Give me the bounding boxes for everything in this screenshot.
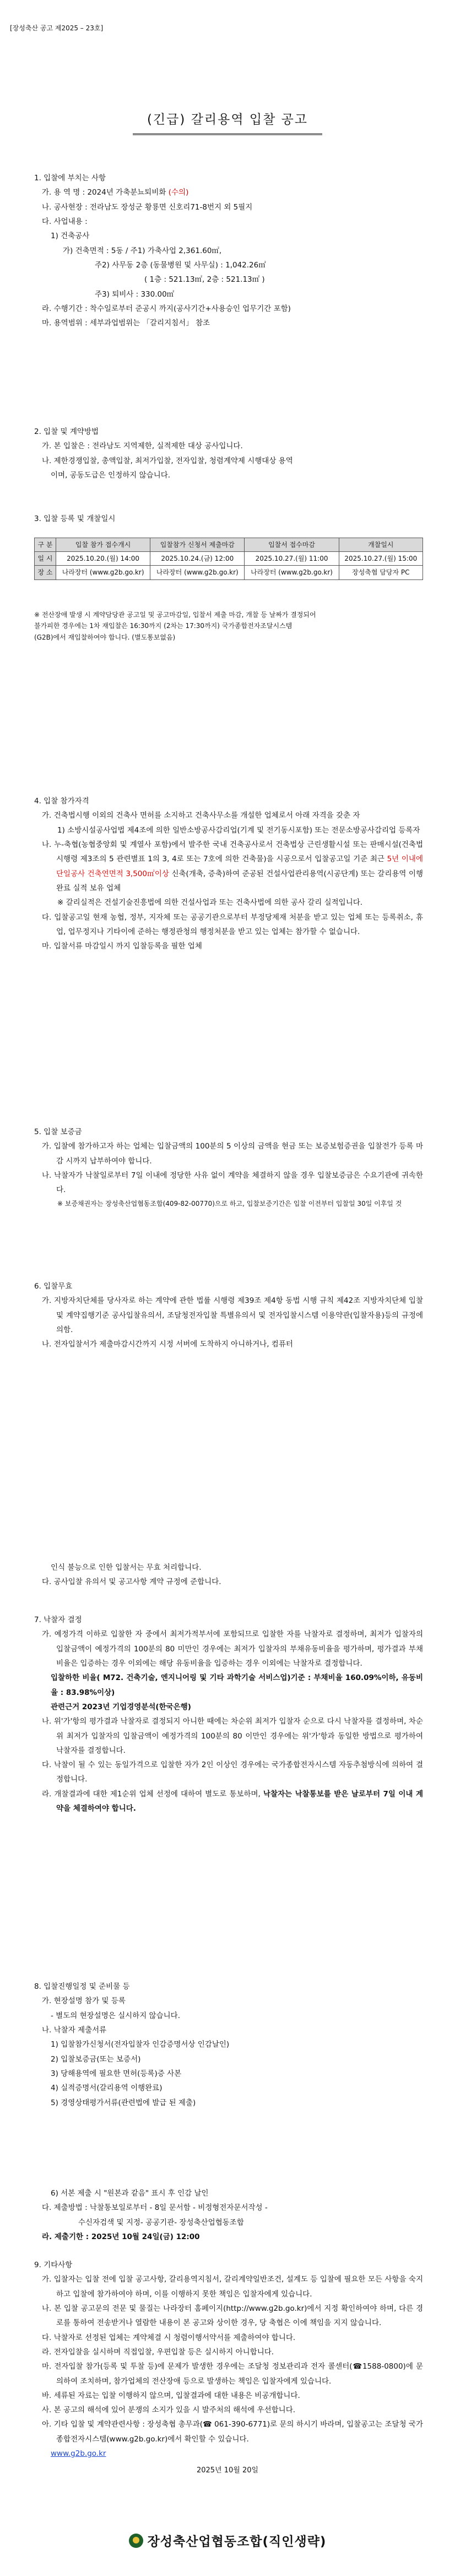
- table-header-row: [35, 538, 423, 552]
- section-line: 이며, 공동도급은 인정하지 않습니다.: [51, 470, 171, 480]
- section-paragraph: 나. 본 입찰 공고문의 전문 및 물질는 나라장터 홈페이지(http://www.g2b.go.kr)에서 지정 확인하여야 하며, 다른 경로를 통하여 전송받거나 열람한 내용이 본 공고와 상이한 경우, 당 축협은 이에 책임을 지지 않습니다.: [42, 2304, 423, 2328]
- table-header: 개찰일시: [339, 538, 422, 552]
- section-paragraph: 사. 본 공고의 해석에 있어 분쟁의 소지가 있을 시 발주처의 해석에 우선합니다.: [42, 2406, 296, 2415]
- section-line: 가. 현장설명 참가 및 등록: [42, 1997, 126, 2006]
- red-highlight: 5년 이내에 단일공사 건축연면적 3,500㎡이상: [56, 855, 423, 878]
- section-line: 다. 사업내용 :: [42, 217, 88, 226]
- table-cell: 장 소: [35, 566, 56, 579]
- note-line: 불가피한 경우에는 1차 재입찰은 16:30까지 (2차는 17:30까지) 국가종합전자조달시스템: [34, 622, 292, 630]
- schedule-table: [34, 538, 423, 580]
- section-line: 4) 실적증명서(갈리용역 이행완료): [51, 2084, 162, 2093]
- section-paragraph: 가. 예정가격 이하로 입찰한 자 중에서 최저가적부서에 포함되므로 입찰한 자를 낙찰자로 결정하며, 최저가 입찰자의 입찰금액이 예정가격의 100분의 80 미만인 경우에는 최저가 입찰자의 부채유동비율을 평가하며, 평가결과 부채비율은 입증하는 경우 이외에는 해당 유동비율을 입증하는 경우 이외에는 낙찰자로 결정합니다.: [42, 1630, 423, 1668]
- g2b-link[interactable]: www.g2b.go.kr: [51, 2449, 106, 2459]
- table-cell: 나라장터 (www.g2b.go.kr): [245, 566, 339, 579]
- table-cell: 2025.10.27.(월) 11:00: [245, 552, 339, 566]
- section-paragraph: 다. 입찰공고일 현재 농협, 정부, 지자체 또는 공공기관으로부터 부정당제재 처분을 받고 있는 업체 또는 등록취소, 휴업, 업무정지나 기타이에 준하는 행정관청의 행정처분을 받고 있는 업체는 참가할 수 없습니다.: [42, 913, 423, 936]
- note-line: (G2B)에서 재입찰하여야 합니다. (별도통보없음): [34, 633, 176, 641]
- section-paragraph-bold: 입찰하한 비율( M72. 건축기술, 엔지니어링 및 기타 과학기술 서비스업)기준 : 부채비율 160.09%이하, 유동비율 : 83.98%이상): [51, 1673, 423, 1697]
- section-2: [34, 425, 423, 482]
- table-header: 입찰 참가 접수개시: [56, 538, 150, 552]
- bold-highlight: 낙찰자는 낙찰통보를 받은 날로부터 7일 이내 계약을 체결하여야 합니다.: [56, 1789, 423, 1813]
- section-heading: 5. 입찰 보증금: [34, 1128, 82, 1136]
- section-paragraph: 가. 입찰자는 입찰 전에 입찰 공고사항, 갈리용역지침서, 갈리계약일반조건, 설계도 등 입찰에 필요한 모든 사항을 숙지하고 입찰에 참가하여야 하며, 이를 이행하지 못한 책임은 입찰자에게 있습니다.: [42, 2275, 423, 2299]
- section-line: 1) 건축공사: [51, 232, 90, 241]
- section-line: - 별도의 현장설명은 실시하지 않습니다.: [51, 2011, 180, 2020]
- table-cell: 일 시: [35, 552, 56, 566]
- section-heading: 4. 입찰 참가자격: [34, 797, 89, 806]
- coop-logo-icon: [129, 2534, 143, 2548]
- section-heading: 6. 입찰무효: [34, 1282, 73, 1291]
- table-cell: 2025.10.27.(월) 15:00: [339, 552, 422, 566]
- notice-title-wrap: [0, 108, 455, 135]
- section-heading: 9. 기타사항: [34, 2261, 73, 2269]
- table-row: [35, 552, 423, 566]
- section-line: 3) 당해용역에 필요한 면허(등록)증 사본: [51, 2069, 182, 2078]
- section-line: ( 1층 : 521.13㎡, 2층 : 521.13㎡ ): [144, 275, 265, 285]
- section-paragraph: 나. 위'가'항의 평가결과 낙찰자로 결정되지 아니한 때에는 차순위 최저가 입찰자 순으로 다시 낙찰자를 결정하며, 차순위 최저가 입찰자의 입찰금액이 예정가격의 100분의 80 이만인 경우에는 위'가'항과 동일한 방법으로 평가하여 낙찰자를 결정합니다.: [42, 1717, 423, 1755]
- section-9: [34, 2258, 423, 2461]
- g2b-link-row: [34, 2446, 423, 2461]
- section-6-cont: [34, 1560, 423, 1590]
- section-paragraph: 라. 개찰결과에 대한 제1순위 업체 선정에 대하여 별도로 통보하며, 낙찰자는 낙찰통보를 받은 날로부터 7일 이내 계약을 체결하여야 합니다.: [42, 1789, 423, 1813]
- red-note: (수의): [168, 188, 189, 197]
- section-heading: 7. 낙찰자 결정: [34, 1616, 82, 1624]
- table-cell: 나라장터 (www.g2b.go.kr): [150, 566, 245, 579]
- section-8-cont: [34, 2186, 423, 2244]
- section-line: 1) 입찰참가신청서(전자입찰자 인감증명서상 인감날인): [51, 2040, 230, 2049]
- issuer-name: 장성축산업협동조합(직인생략): [147, 2535, 327, 2549]
- section-paragraph: 가. 지방자치단체를 당사자로 하는 계약에 관한 법률 시행령 제39조 제4항 동법 시행 규칙 제42조 지방자치단체 입찰 및 계약집행기준 공사입찰유의서, 조달청전자입찰 특별유의서 및 전자입찰시스템 이용약관(입찰자용)등의 규정에 의함.: [42, 1296, 423, 1334]
- notice-number: [장성축산 공고 제2025 – 23호]: [10, 24, 104, 32]
- section-heading: 2. 입찰 및 계약방법: [34, 427, 99, 436]
- section-paragraph: 1) 소방시설공사업법 제4조에 의한 일반소방공사감리업(기계 및 전기동시포함) 또는 전문소방공사감리업 등록자: [57, 825, 420, 835]
- section-paragraph: 나. 낙찰자가 낙찰일로부터 7일 이내에 정당한 사유 없이 계약을 체결하지 않을 경우 입찰보증금은 수요기관에 귀속한다.: [42, 1171, 423, 1195]
- table-row: [35, 566, 423, 579]
- section-line: 주2) 사무동 2층 (동물병원 및 사무실) : 1,042.26㎡: [95, 260, 266, 270]
- table-header: 입찰참가 신청서 제출마감: [150, 538, 245, 552]
- section-line: 나. 낙찰자 제출서류: [42, 2025, 107, 2035]
- section-heading: 1. 입찰에 부치는 사항: [34, 174, 106, 183]
- section-1: [34, 171, 423, 330]
- table-cell: 2025.10.20.(월) 14:00: [56, 552, 150, 566]
- section-line: 라. 수행기간 : 착수일로부터 준공시 까지(공사기간+사용승인 업무기간 포함): [42, 304, 291, 313]
- section-paragraph: ※ 보증채권자는 장성축산업협동조합(409-82-00770)으로 하고, 입찰보증기간은 입찰 이전부터 입찰일 30일 이후일 것: [57, 1199, 402, 1208]
- table-header: 구 분: [35, 538, 56, 552]
- table-cell: 나라장터 (www.g2b.go.kr): [56, 566, 150, 579]
- notice-date: 2025년 10월 20일: [196, 2466, 259, 2475]
- section-6: [34, 1279, 423, 1352]
- section-line: 마. 용역범위 : 세부과업범위는 「갈리지침서」 참조: [42, 319, 210, 328]
- section-line: 가. 본 입찰은 : 전라남도 지역제한, 실적제한 대상 공사입니다.: [42, 442, 243, 451]
- section-line-bold: 라. 제출기한 : 2025년 10월 24일(금) 12:00: [42, 2232, 200, 2241]
- table-cell: 2025.10.24.(금) 12:00: [150, 552, 245, 566]
- section-line: 주3) 퇴비사 : 330.00㎡: [95, 289, 175, 299]
- section-line: 수신자검색 및 지정- 공공기관- 장성축산업협동조합: [78, 2218, 244, 2227]
- section-4: [34, 794, 423, 953]
- section-line: 가. 용 역 명 : 2024년 가축분뇨퇴비화 (수의): [42, 188, 189, 197]
- schedule-note: [34, 609, 423, 643]
- section-paragraph: ※ 갈리실적은 건설기술진흥법에 의한 건설사업과 또는 건축사법에 의한 공사 갈리 실적입니다.: [57, 898, 363, 908]
- section-7: [34, 1613, 423, 1816]
- section-paragraph: 가. 건축법시행 이외의 건축사 면허를 소지하고 건축사무소를 개설한 업체로서 아래 자격을 갖춘 자: [42, 811, 360, 820]
- section-paragraph: 다. 낙찰자로 선정된 업체는 계약체결 시 청렴이행서약서를 제출하여야 합니다.: [42, 2333, 296, 2342]
- section-paragraph: 나. 누-축협(농협중앙회 및 계열사 포함)에서 발주한 국내 건축공사로서 건축법상 근린생활시설 또는 판매시설(건축법시행령 제3조의 5 관련별표 1의 3, 4로 또는 7호에 의한 건축물)을 시공으로서 입찰공고일 기준 최근 5년 이내에 단일공사 건축연면적 3,500㎡이상 신축(개축, 증축)하여 준공된 건설사업관리용역(시공단계) 또는 갈리용역 이행 완료 실적 보유 업체: [42, 840, 424, 893]
- section-line: 나. 공사현장 : 전라남도 장성군 황룡면 신호리71-8번지 외 5필지: [42, 202, 253, 212]
- section-paragraph: 라. 전자입찰을 실시하며 직접입찰, 우편입찰 등은 실시하지 아니합니다.: [42, 2347, 274, 2357]
- section-line: 다. 제출방법 : 낙찰통보일로부터 - 8일 문서함 - 비정형전자문서작성 -: [42, 2203, 268, 2213]
- notice-title: (긴급) 갈리용역 입찰 공고: [133, 108, 322, 135]
- section-5: [34, 1125, 423, 1210]
- footer-issuer: [0, 2530, 455, 2554]
- section-paragraph: 인식 불능으로 인한 입찰서는 무효 처리합니다.: [51, 1563, 202, 1572]
- section-3: [34, 512, 423, 526]
- table-header: 입찰서 접수마감: [245, 538, 339, 552]
- section-heading: 8. 입찰진행일정 및 준비물 등: [34, 1982, 130, 1991]
- section-paragraph: 마. 입찰서류 마감일시 까지 입찰등록을 필한 업체: [42, 942, 202, 951]
- section-paragraph: 바. 세류된 자료는 입찰 이행하지 않으며, 입찰결과에 대한 내용은 비공개합니다.: [42, 2391, 300, 2400]
- section-line: 2) 입찰보증금(또는 보증서): [51, 2054, 141, 2064]
- note-line: ※ 전산장애 발생 시 계약담당관 공고일 및 공고마감일, 입찰서 제출 마감, 개찰 등 날짜가 결정되어: [34, 611, 316, 619]
- section-paragraph-bold: 관련근거 2023년 기업경영분석(한국은행): [51, 1702, 191, 1711]
- section-8: [34, 1979, 423, 2110]
- section-paragraph: 마. 전자입찰 참가(등록 및 투찰 등)에 문제가 발생한 경우에는 조달청 정보관리과 전자 콜센터(☎1588-0800)에 문의하여 조치하며, 참가업체의 전산장애 등으로 발생하는 책임은 입찰자에게 있습니다.: [42, 2362, 423, 2386]
- section-paragraph: 아. 기타 입찰 및 계약관련사항 : 장성축협 총무과(☎ 061-390-6771)로 문의 하시기 바라며, 입찰공고는 조달청 국가종합전자시스템(www.g2b.go.kr)에서 확인할 수 있습니다.: [42, 2420, 423, 2444]
- section-paragraph: 다. 공사입찰 유의서 및 공고사항 계약 규정에 준합니다.: [42, 1577, 221, 1587]
- section-line: 6) 서본 제출 시 "원본과 같음" 표시 후 인감 날인: [51, 2189, 209, 2198]
- section-paragraph: 다. 낙찰이 될 수 있는 동일가격으로 입찰한 자가 2인 이상인 경우에는 국가종합전자시스템 자동추첨방식에 의하여 결정합니다.: [42, 1761, 423, 1784]
- section-paragraph: 나. 전자입찰서가 제출마감시간까지 시정 서버에 도착하지 아니하거나, 컴퓨터: [42, 1340, 293, 1349]
- section-line: 가) 건축면적 : 5동 / 주1) 가축사업 2,361.60㎡,: [63, 246, 222, 255]
- section-line: 나. 제한경쟁입찰, 총액입찰, 최저가입찰, 전자입찰, 청렴계약제 시행대상 용역: [42, 456, 293, 465]
- table-cell: 장성축협 담당자 PC: [339, 566, 422, 579]
- section-paragraph: 가. 입찰에 참가하고자 하는 업체는 입찰금액의 100분의 5 이상의 금액을 현금 또는 보증보험증권을 입찰전가 등록 마감 시까지 납부하여야 합니다.: [42, 1142, 423, 1166]
- section-line: 5) 경영상태평가서류(관련법에 발급 된 제출): [51, 2098, 196, 2107]
- section-heading: 3. 입찰 등록 및 개찰일시: [34, 514, 116, 523]
